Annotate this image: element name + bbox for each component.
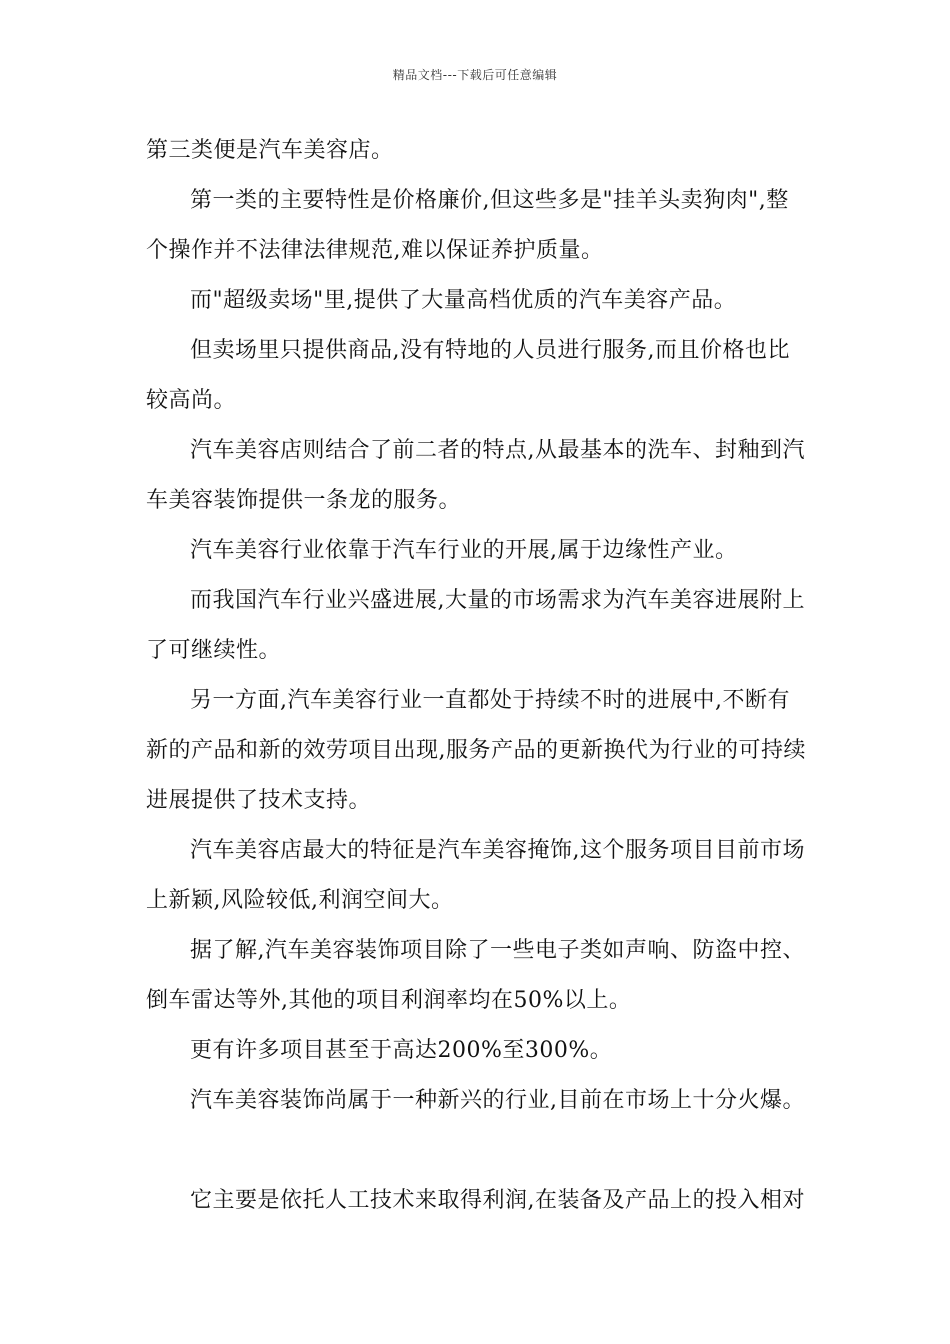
- text-line: 汽车美容店则结合了前二者的特点,从最基本的洗车、封釉到汽: [190, 438, 805, 463]
- text-line: 它主要是依托人工技术来取得利润,在装备及产品上的投入相对: [190, 1188, 805, 1213]
- text-line: 了可继续性。: [146, 638, 282, 663]
- text-line: 另一方面,汽车美容行业一直都处于持续不时的进展中,不断有: [190, 688, 790, 713]
- page-header: 精品文档---下载后可任意编辑: [392, 68, 558, 82]
- text-line: 倒车雷达等外,其他的项目利润率均在50%以上。: [146, 988, 632, 1013]
- text-line: 汽车美容行业依靠于汽车行业的开展,属于边缘性产业。: [190, 538, 738, 563]
- text-line: 但卖场里只提供商品,没有特地的人员进行服务,而且价格也比: [190, 338, 790, 363]
- text-line: 更有许多项目甚至于高达200%至300%。: [190, 1038, 613, 1063]
- text-line: 新的产品和新的效劳项目出现,服务产品的更新换代为行业的可持续: [146, 738, 806, 763]
- text-line: 而我国汽车行业兴盛进展,大量的市场需求为汽车美容进展附上: [190, 588, 805, 613]
- text-line: 进展提供了技术支持。: [146, 788, 372, 813]
- text-line: 据了解,汽车美容装饰项目除了一些电子类如声响、防盗中控、: [190, 938, 805, 963]
- text-line: 上新颖,风险较低,利润空间大。: [146, 888, 454, 913]
- text-line: 汽车美容店最大的特征是汽车美容掩饰,这个服务项目目前市场: [190, 838, 805, 863]
- text-line: 第三类便是汽车美容店。: [146, 138, 394, 163]
- text-line: 较高尚。: [146, 388, 237, 413]
- text-line: 第一类的主要特性是价格廉价,但这些多是"挂羊头卖狗肉",整: [190, 188, 789, 213]
- text-line: 汽车美容装饰尚属于一种新兴的行业,目前在市场上十分火爆。: [190, 1088, 805, 1113]
- text-line: 而"超级卖场"里,提供了大量高档优质的汽车美容产品。: [190, 288, 737, 313]
- text-line: 车美容装饰提供一条龙的服务。: [146, 488, 462, 513]
- text-line: 个操作并不法律法律规范,难以保证养护质量。: [146, 238, 604, 263]
